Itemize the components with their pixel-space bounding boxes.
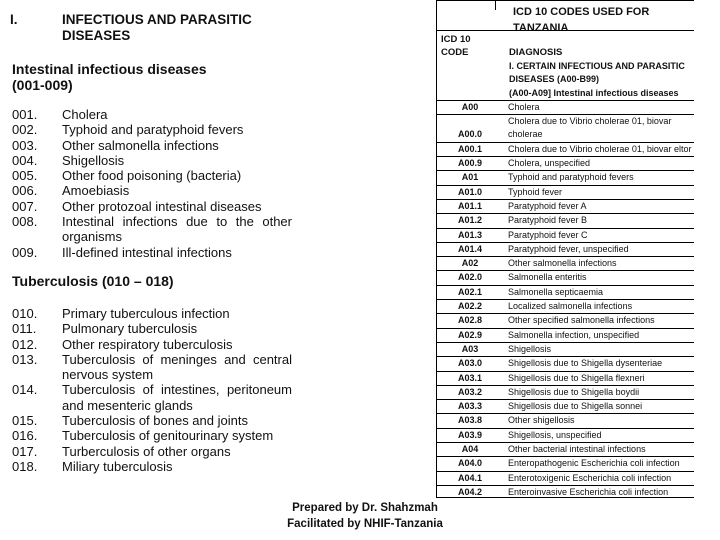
- item-number: 001.: [12, 107, 38, 122]
- table-row: [437, 156, 694, 170]
- icd-code: A02.1: [457, 286, 483, 297]
- item-description: Turberculosis of other organs: [62, 443, 231, 459]
- table-row: [437, 100, 694, 114]
- item-description: Other protozoal intestinal diseases: [62, 198, 262, 214]
- icd-code: A04.1: [457, 472, 483, 483]
- icd-code: A01.1: [457, 200, 483, 211]
- table-row: [437, 328, 694, 342]
- icd-code: A03.0: [457, 358, 483, 369]
- item-number: 018.: [12, 458, 38, 474]
- diagnosis: Shigellosis, unspecified: [508, 429, 602, 440]
- table-row: [437, 213, 694, 227]
- icd-code: A00.9: [457, 158, 483, 169]
- item-description: Pulmonary tuberculosis: [62, 321, 198, 337]
- item-description: Amoebiasis: [62, 183, 130, 199]
- list-item: [12, 413, 292, 428]
- table-row: [437, 356, 694, 370]
- item-description: Cholera: [62, 107, 108, 122]
- item-number: 004.: [12, 152, 38, 168]
- list-item: [12, 214, 292, 245]
- table-row: [437, 242, 694, 256]
- footer-facilitated-by: Facilitated by NHIF-Tanzania: [287, 518, 443, 530]
- section-heading: Intestinal infectious diseases (001-009): [12, 61, 207, 93]
- icd-code: A02.9: [457, 329, 483, 340]
- list-item: [12, 153, 292, 168]
- list-item: [12, 459, 292, 474]
- item-description: Intestinal infections due to the other organisms: [62, 214, 292, 245]
- icd-code: A01.4: [457, 243, 483, 254]
- list-item: [12, 428, 292, 443]
- icd-code: A02: [461, 258, 479, 269]
- diagnosis: Other shigellosis: [508, 415, 575, 426]
- diagnosis: Cholera due to Vibrio cholerae 01, biovar eltor: [508, 143, 692, 154]
- table-row: [437, 299, 694, 313]
- table-row: [437, 342, 694, 356]
- icd-code: A01.0: [457, 186, 483, 197]
- table-row: [437, 385, 694, 399]
- item-description: Miliary tuberculosis: [62, 458, 173, 474]
- item-description: Ill-defined intestinal infections: [62, 244, 232, 260]
- icd-code: A02.0: [457, 272, 483, 283]
- diagnosis: Paratyphoid fever C: [508, 229, 588, 240]
- item-number: 016.: [12, 428, 38, 444]
- table-row: [437, 428, 694, 442]
- item-number: 017.: [12, 443, 38, 459]
- diagnosis: Other specified salmonella infections: [508, 315, 655, 326]
- item-number: 009.: [12, 244, 38, 260]
- item-number: 002.: [12, 122, 38, 138]
- table-row: [437, 114, 694, 142]
- icd-code: A01.2: [457, 215, 483, 226]
- list-item: [12, 245, 292, 260]
- item-number: 014.: [12, 382, 38, 398]
- list-item: [12, 444, 292, 459]
- table-body: [437, 60, 694, 499]
- diagnosis: Paratyphoid fever A: [508, 200, 587, 211]
- list-item: [12, 122, 292, 137]
- table-row: [437, 256, 694, 270]
- diagnosis: Typhoid fever: [508, 186, 563, 197]
- table-row: [437, 399, 694, 413]
- diagnosis: Shigellosis due to Shigella flexneri: [508, 372, 645, 383]
- list-item: [12, 199, 292, 214]
- list-item: [12, 107, 292, 122]
- diagnosis: Shigellosis due to Shigella dysenteriae: [508, 358, 663, 369]
- item-description: Primary tuberculous infection: [62, 306, 230, 321]
- item-number: 006.: [12, 183, 38, 199]
- table-row: [437, 228, 694, 242]
- diagnosis: Salmonella enteritis: [508, 272, 587, 283]
- table-subheading: I. CERTAIN INFECTIOUS AND PARASITIC DISEASES (A00-B99): [509, 61, 685, 85]
- icd-code: A03.8: [457, 415, 483, 426]
- item-description: Tuberculosis of meninges and central nervous system: [62, 351, 292, 383]
- item-number: 007.: [12, 198, 38, 214]
- icd-code: A02.8: [457, 315, 483, 326]
- icd-code: A03: [461, 343, 479, 354]
- table-row: [437, 170, 694, 184]
- item-description: Tuberculosis of genitourinary system: [62, 428, 274, 444]
- diagnosis: Other salmonella infections: [508, 258, 617, 269]
- table-row: [437, 413, 694, 427]
- diagnosis: Shigellosis due to Shigella sonnei: [508, 401, 643, 412]
- icd-code: A03.1: [457, 372, 483, 383]
- icd-code: A03.9: [457, 429, 483, 440]
- section-heading: Tuberculosis (010 – 018): [12, 273, 174, 289]
- icd-code: A00.1: [457, 143, 483, 154]
- diagnosis: Salmonella septicaemia: [508, 286, 604, 297]
- list-item: [12, 321, 292, 336]
- list-item: [12, 337, 292, 352]
- icd-code: A04: [461, 444, 479, 455]
- diagnosis: Shigellosis: [508, 343, 552, 354]
- table-row: [437, 442, 694, 456]
- diagnosis: Enterotoxigenic Escherichia coli infection: [508, 472, 672, 483]
- item-number: 015.: [12, 413, 38, 429]
- icd-code: A03.3: [457, 401, 483, 412]
- table-row: [437, 285, 694, 299]
- diagnosis: Typhoid and paratyphoid fevers: [508, 172, 634, 183]
- item-number: 008.: [12, 214, 38, 230]
- chapter-number: I.: [10, 12, 18, 27]
- diagnosis: Other bacterial intestinal infections: [508, 444, 646, 455]
- item-number: 012.: [12, 336, 38, 352]
- diagnosis: Cholera due to Vibrio cholerae 01, biovar cholerae: [508, 116, 672, 140]
- item-description: Other salmonella infections: [62, 137, 219, 153]
- icd-code: A01.3: [457, 229, 483, 240]
- footer: [0, 500, 720, 532]
- item-description: Other food poisoning (bacteria): [62, 168, 242, 184]
- diagnosis: Enteroinvasive Escherichia coli infection: [508, 486, 669, 497]
- item-number: 005.: [12, 168, 38, 184]
- table-row: [437, 471, 694, 485]
- diagnosis: Paratyphoid fever B: [508, 215, 588, 226]
- column-header-diagnosis: DIAGNOSIS: [509, 47, 563, 58]
- item-number: 010.: [12, 306, 38, 321]
- list-item: [12, 138, 292, 153]
- table-row: [437, 313, 694, 327]
- item-number: 011.: [12, 321, 37, 337]
- column-header-code: ICD 10 CODE: [441, 34, 471, 58]
- icd10-table: [436, 0, 694, 498]
- diagnosis: Localized salmonella infections: [508, 301, 633, 312]
- footer-prepared-by: Prepared by Dr. Shahzmah: [292, 502, 438, 514]
- item-description: Shigellosis: [62, 152, 125, 168]
- diagnosis: Shigellosis due to Shigella boydii: [508, 386, 640, 397]
- list-item: [12, 352, 292, 383]
- icd-code: A00.0: [457, 129, 483, 140]
- section-list: [12, 107, 292, 260]
- item-number: 003.: [12, 137, 38, 153]
- list-item: [12, 168, 292, 183]
- table-row: [437, 142, 694, 156]
- section-list: [12, 306, 292, 474]
- table-subheading: (A00-A09] Intestinal infectious diseases: [509, 87, 679, 98]
- icd-code: A01: [461, 172, 479, 183]
- diagnosis: Cholera: [508, 101, 540, 112]
- diagnosis: Enteropathogenic Escherichia coli infection: [508, 458, 680, 469]
- icd-code: A00: [461, 101, 479, 112]
- diagnosis: Paratyphoid fever, unspecified: [508, 243, 629, 254]
- item-description: Typhoid and paratyphoid fevers: [62, 122, 244, 138]
- diagnosis: Cholera, unspecified: [508, 158, 591, 169]
- table-row: [437, 185, 694, 199]
- table-row: [437, 270, 694, 284]
- list-item: [12, 382, 292, 413]
- list-item: [12, 183, 292, 198]
- icd-code: A03.2: [457, 386, 483, 397]
- list-item: [12, 306, 292, 321]
- table-title: ICD 10 CODES USED FOR TANZANIA: [513, 6, 650, 34]
- icd-code: A04.0: [457, 458, 483, 469]
- table-row: [437, 371, 694, 385]
- item-number: 013.: [12, 351, 38, 367]
- diagnosis: Salmonella infection, unspecified: [508, 329, 640, 340]
- table-row: [437, 456, 694, 470]
- icd-code: A02.2: [457, 301, 483, 312]
- table-row: [437, 199, 694, 213]
- item-description: Tuberculosis of bones and joints: [62, 413, 248, 429]
- item-description: Tuberculosis of intestines, peritoneum and mesenteric glands: [62, 382, 292, 413]
- icd-code: A04.2: [457, 486, 483, 497]
- item-description: Other respiratory tuberculosis: [62, 336, 233, 352]
- chapter-title: INFECTIOUS AND PARASITIC DISEASES: [62, 12, 252, 43]
